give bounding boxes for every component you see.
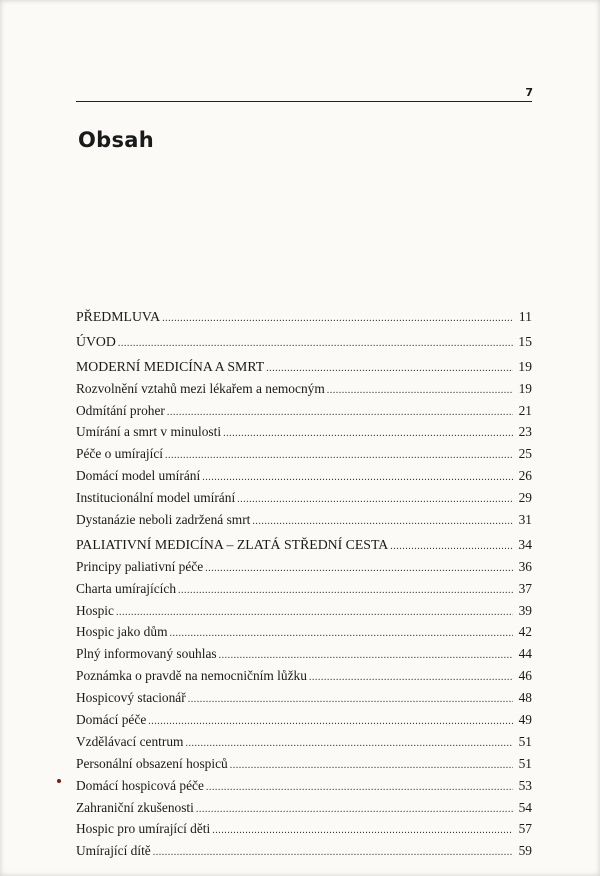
toc-entry-page: 39: [518, 602, 532, 618]
toc-entry-page: 34: [518, 536, 532, 552]
toc-entry-page: 51: [518, 755, 532, 771]
toc-section-entry: [76, 712, 532, 734]
toc-dot-leader: [185, 738, 513, 749]
toc-entry-label: Hospicový stacionář: [76, 690, 186, 706]
page-title: Obsah: [78, 128, 155, 152]
toc-dot-leader: [206, 782, 513, 793]
table-of-contents: [76, 309, 532, 865]
toc-dot-leader: [178, 585, 513, 596]
toc-entry-page: 42: [518, 624, 532, 640]
toc-section-entry: [76, 468, 532, 490]
toc-section-entry: [76, 424, 532, 446]
toc-section-entry: [76, 734, 532, 756]
toc-entry-page: 59: [518, 843, 532, 859]
toc-entry-page: 19: [518, 358, 532, 374]
toc-entry-label: Vzdělávací centrum: [76, 733, 184, 749]
toc-entry-page: 54: [518, 799, 532, 815]
toc-dot-leader: [212, 825, 513, 836]
toc-dot-leader: [148, 716, 513, 727]
toc-entry-page: 48: [518, 690, 532, 706]
toc-section-entry: [76, 490, 532, 512]
toc-entry-label: ÚVOD: [76, 333, 116, 349]
toc-section-entry: [76, 446, 532, 468]
toc-dot-leader: [162, 313, 513, 324]
toc-entry-label: Hospic jako dům: [76, 624, 168, 640]
toc-dot-leader: [118, 338, 513, 349]
toc-entry-label: Hospic: [76, 602, 114, 618]
toc-dot-leader: [196, 804, 513, 815]
toc-dot-leader: [170, 628, 514, 639]
toc-entry-label: Odmítání proher: [76, 402, 165, 418]
toc-entry-label: Domácí hospicová péče: [76, 777, 204, 793]
toc-entry-page: 37: [518, 580, 532, 596]
toc-section-entry: [76, 381, 532, 403]
toc-entry-page: 36: [518, 558, 532, 574]
toc-dot-leader: [252, 516, 513, 527]
toc-dot-leader: [165, 450, 513, 461]
toc-entry-page: 11: [518, 309, 532, 324]
toc-entry-page: 25: [518, 446, 532, 462]
toc-section-entry: [76, 843, 532, 865]
toc-dot-leader: [309, 672, 513, 683]
toc-entry-label: Hospic pro umírající děti: [76, 821, 211, 837]
toc-entry-label: Domácí péče: [76, 712, 147, 728]
toc-entry-page: 21: [518, 402, 532, 418]
page-number: 7: [525, 86, 533, 99]
toc-chapter-entry: [76, 334, 532, 356]
toc-dot-leader: [116, 607, 513, 618]
toc-chapter-entry: [76, 309, 532, 331]
toc-entry-page: 23: [518, 424, 532, 440]
toc-section-entry: [76, 512, 532, 534]
toc-dot-leader: [266, 363, 513, 374]
toc-section-entry: [76, 646, 532, 668]
toc-entry-label: PŘEDMLUVA: [76, 309, 161, 324]
toc-entry-page: 19: [518, 380, 532, 396]
toc-dot-leader: [219, 650, 513, 661]
toc-section-entry: [76, 778, 532, 800]
toc-section-entry: [76, 581, 532, 603]
toc-entry-label: Umírání a smrt v minulosti: [76, 424, 222, 440]
toc-section-entry: [76, 800, 532, 822]
header-rule: [76, 101, 532, 102]
toc-dot-leader: [167, 407, 513, 418]
toc-entry-page: 46: [518, 668, 532, 684]
toc-entry-label: Principy paliativní péče: [76, 558, 204, 574]
toc-entry-page: 29: [518, 490, 532, 506]
toc-entry-page: 15: [518, 333, 532, 349]
toc-section-entry: [76, 668, 532, 690]
toc-entry-page: 49: [518, 712, 532, 728]
toc-entry-label: PALIATIVNÍ MEDICÍNA – ZLATÁ STŘEDNÍ CESTA: [76, 536, 389, 552]
toc-dot-leader: [202, 472, 513, 483]
toc-entry-label: Umírající dítě: [76, 843, 151, 859]
toc-entry-label: Plný informovaný souhlas: [76, 646, 217, 662]
toc-section-entry: [76, 559, 532, 581]
toc-dot-leader: [327, 385, 513, 396]
toc-dot-leader: [188, 694, 513, 705]
toc-chapter-entry: [76, 537, 532, 559]
toc-section-entry: [76, 690, 532, 712]
toc-section-entry: [76, 603, 532, 625]
toc-dot-leader: [237, 494, 513, 505]
toc-entry-page: 31: [518, 512, 532, 528]
toc-entry-label: Domácí model umírání: [76, 468, 201, 484]
toc-dot-leader: [223, 428, 513, 439]
toc-section-entry: [76, 821, 532, 843]
toc-section-entry: [76, 756, 532, 778]
toc-entry-label: Charta umírajících: [76, 580, 177, 596]
toc-entry-page: 44: [518, 646, 532, 662]
toc-entry-label: Institucionální model umírání: [76, 490, 236, 506]
toc-entry-label: Poznámka o pravdě na nemocničním lůžku: [76, 668, 307, 684]
stray-ink-dot: [57, 779, 61, 783]
toc-dot-leader: [153, 847, 513, 858]
toc-entry-label: Péče o umírající: [76, 446, 164, 462]
toc-dot-leader: [205, 563, 513, 574]
toc-entry-page: 57: [518, 821, 532, 837]
toc-section-entry: [76, 624, 532, 646]
toc-chapter-entry: [76, 359, 532, 381]
toc-entry-page: 53: [518, 777, 532, 793]
toc-dot-leader: [230, 760, 513, 771]
toc-dot-leader: [390, 541, 513, 552]
toc-entry-label: Dystanázie neboli zadržená smrt: [76, 512, 251, 528]
toc-entry-page: 51: [518, 733, 532, 749]
toc-entry-label: MODERNÍ MEDICÍNA A SMRT: [76, 358, 265, 374]
toc-entry-label: Zahraniční zkušenosti: [76, 799, 194, 815]
toc-section-entry: [76, 403, 532, 425]
toc-entry-label: Personální obsazení hospiců: [76, 755, 228, 771]
toc-entry-page: 26: [518, 468, 532, 484]
toc-entry-label: Rozvolnění vztahů mezi lékařem a nemocným: [76, 380, 325, 396]
